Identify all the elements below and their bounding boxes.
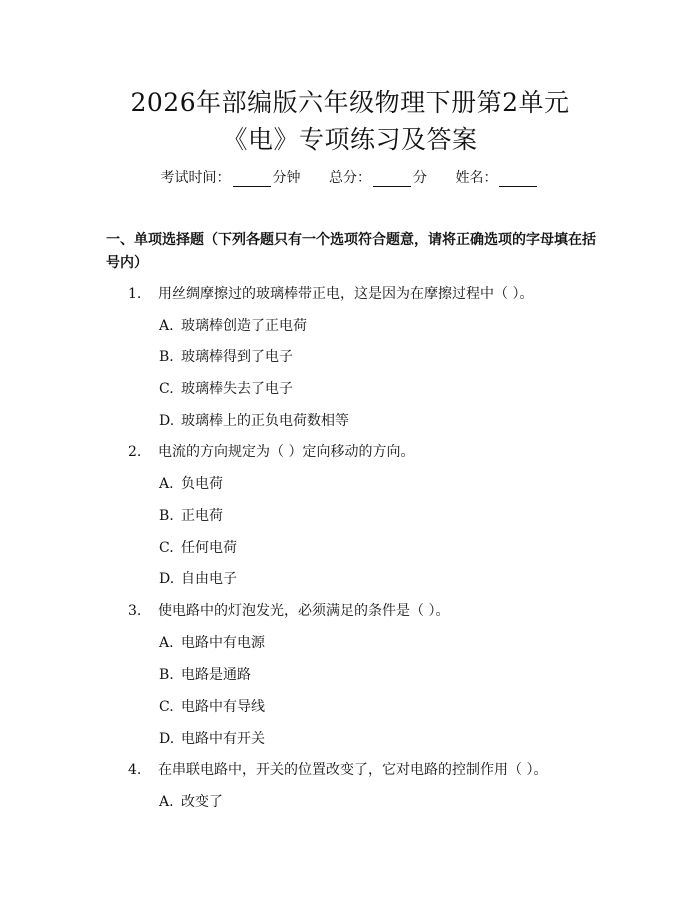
option-letter: C. xyxy=(159,381,174,397)
option-letter: A. xyxy=(159,318,174,334)
score-label: 总分： xyxy=(329,170,371,186)
name-field xyxy=(455,170,539,186)
option-letter: A. xyxy=(159,794,174,810)
option-letter: C. xyxy=(159,540,174,556)
option-letter: B. xyxy=(159,349,174,365)
question-text: 电流的方向规定为（ ）定向移动的方向。 xyxy=(158,444,415,460)
question-number: 3. xyxy=(128,603,142,619)
option-text: 玻璃棒上的正负电荷数相等 xyxy=(181,413,349,429)
question-number: 1. xyxy=(128,286,142,302)
option-1b xyxy=(159,346,293,366)
option-text: 负电荷 xyxy=(181,476,223,492)
option-1a xyxy=(159,315,307,335)
score-unit: 分 xyxy=(413,170,427,186)
score-blank xyxy=(373,172,411,187)
question-number: 4. xyxy=(128,762,142,778)
option-text: 电路中有电源 xyxy=(181,635,265,651)
option-letter: D. xyxy=(159,731,175,747)
option-letter: B. xyxy=(159,667,174,683)
option-text: 正电荷 xyxy=(181,508,223,524)
option-text: 电路是通路 xyxy=(181,667,251,683)
option-text: 任何电荷 xyxy=(181,540,237,556)
option-text: 玻璃棒得到了电子 xyxy=(181,349,293,365)
time-label: 考试时间： xyxy=(160,170,231,186)
question-number: 2. xyxy=(128,444,142,460)
section-heading: 一、单项选择题（下列各题只有一个选项符合题意，请将正确选项的字母填在括号内） xyxy=(106,232,596,271)
title-line-2: 《电》专项练习及答案 xyxy=(222,125,478,154)
option-text: 玻璃棒失去了电子 xyxy=(181,381,293,397)
question-text: 用丝绸摩擦过的玻璃棒带正电，这是因为在摩擦过程中（ ）。 xyxy=(158,286,534,302)
question-text: 使电路中的灯泡发光，必须满足的条件是（ ）。 xyxy=(158,603,450,619)
option-1c xyxy=(159,378,293,398)
option-text: 玻璃棒创造了正电荷 xyxy=(181,318,307,334)
name-label: 姓名： xyxy=(455,170,498,186)
name-blank xyxy=(499,172,537,187)
option-2a xyxy=(159,473,223,493)
time-blank xyxy=(233,172,271,187)
option-4a xyxy=(159,791,223,811)
question-4 xyxy=(128,759,547,779)
question-text: 在串联电路中，开关的位置改变了，它对电路的控制作用（ ）。 xyxy=(158,762,548,778)
option-letter: A. xyxy=(159,635,174,651)
option-text: 自由电子 xyxy=(181,571,237,587)
option-letter: A. xyxy=(159,476,174,492)
option-3b xyxy=(159,664,251,684)
question-3 xyxy=(128,600,449,620)
option-letter: C. xyxy=(159,699,174,715)
option-letter: B. xyxy=(159,508,174,524)
question-2 xyxy=(128,441,414,461)
time-field xyxy=(161,170,301,186)
option-text: 改变了 xyxy=(181,794,223,810)
option-2d xyxy=(159,568,237,588)
time-unit: 分钟 xyxy=(272,170,301,186)
option-3d xyxy=(159,728,265,748)
option-text: 电路中有开关 xyxy=(181,731,265,747)
option-2c xyxy=(159,537,237,557)
title-line-1: 2026年部编版六年级物理下册第2单元 xyxy=(130,88,570,117)
option-3a xyxy=(159,632,265,652)
option-3c xyxy=(159,696,265,716)
option-letter: D. xyxy=(159,413,175,429)
option-2b xyxy=(159,505,223,525)
exam-meta xyxy=(0,167,700,187)
score-field xyxy=(329,170,427,186)
option-letter: D. xyxy=(159,571,175,587)
option-1d xyxy=(159,410,349,430)
question-1 xyxy=(128,283,533,303)
option-text: 电路中有导线 xyxy=(181,699,265,715)
